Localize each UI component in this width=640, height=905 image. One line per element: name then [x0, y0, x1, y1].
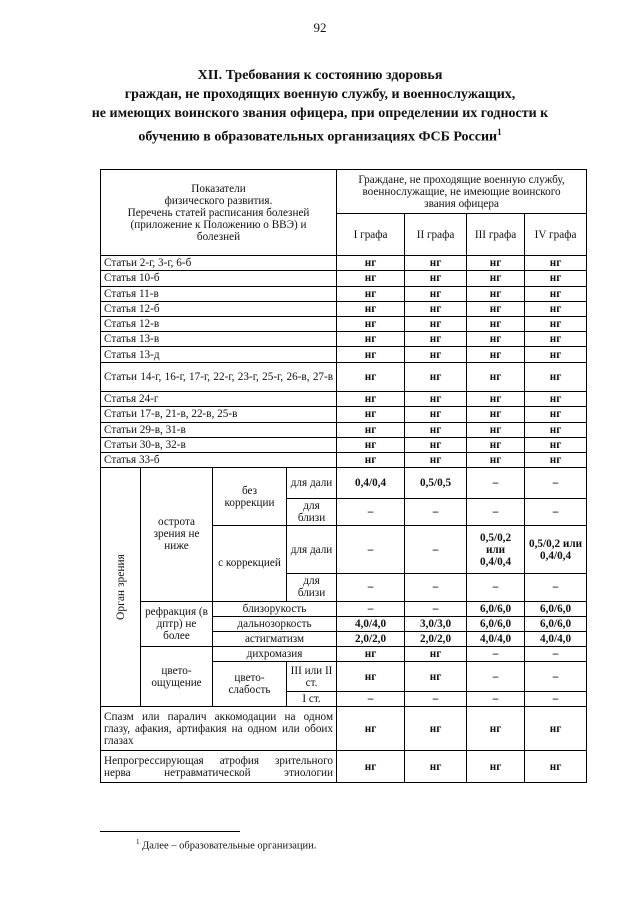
article-label: Статьи 2-г, 3-г, 6-б [101, 256, 337, 271]
value-cell: – [467, 574, 525, 601]
table-row [101, 332, 587, 347]
organ-label-cell [101, 468, 141, 707]
value-cell: нг [405, 332, 467, 347]
with-correction-label: с коррекцией [213, 525, 287, 601]
value-cell: нг [525, 286, 587, 301]
value-cell: нг [525, 362, 587, 391]
value-cell: нг [337, 256, 405, 271]
value-cell: нг [337, 707, 405, 751]
value-cell: нг [337, 647, 405, 662]
value-cell: нг [467, 392, 525, 407]
value-cell: – [337, 574, 405, 601]
value-cell: нг [337, 332, 405, 347]
value-cell: нг [405, 407, 467, 422]
value-cell: нг [525, 452, 587, 467]
table-row [101, 392, 587, 407]
refraction-type: близорукость [213, 601, 337, 616]
table-row [101, 317, 587, 332]
value-cell: – [467, 468, 525, 498]
organ-label: Орган зрения [114, 554, 127, 621]
value-cell: 6,0/6,0 [525, 601, 587, 616]
table-row [101, 707, 587, 751]
value-cell: – [467, 691, 525, 706]
value-cell: нг [405, 301, 467, 316]
near-label: для близи [287, 574, 337, 601]
value-cell: нг [337, 392, 405, 407]
article-label: Статья 24-г [101, 392, 337, 407]
far-label: для дали [287, 468, 337, 498]
value-cell: – [337, 525, 405, 573]
heading-line: XII. Требования к состоянию здоровья [197, 68, 443, 83]
value-cell: 0,4/0,4 [337, 468, 405, 498]
value-cell: нг [467, 271, 525, 286]
column-header: II графа [405, 214, 467, 256]
article-label: Статья 11-в [101, 286, 337, 301]
value-cell: нг [525, 437, 587, 452]
value-cell: нг [525, 317, 587, 332]
value-cell: – [405, 601, 467, 616]
article-label: Статьи 17-в, 21-в, 22-в, 25-в [101, 407, 337, 422]
value-cell: нг [337, 317, 405, 332]
value-cell: – [525, 691, 587, 706]
column-header: I графа [337, 214, 405, 256]
value-cell: нг [525, 332, 587, 347]
value-cell: – [405, 574, 467, 601]
value-cell: нг [525, 271, 587, 286]
value-cell: нг [467, 347, 525, 362]
value-cell: нг [467, 362, 525, 391]
article-label: Статья 10-б [101, 271, 337, 286]
color-perception-label: цвето-ощущение [141, 647, 213, 707]
table-row [101, 301, 587, 316]
value-cell: 6,0/6,0 [467, 616, 525, 631]
value-cell: нг [405, 317, 467, 332]
value-cell: 4,0/4,0 [525, 631, 587, 646]
value-cell: нг [467, 332, 525, 347]
color-weakness-label: цвето-слабость [213, 662, 287, 707]
table-row [101, 256, 587, 271]
value-cell: нг [337, 452, 405, 467]
value-cell: нг [405, 751, 467, 783]
value-cell: нг [525, 301, 587, 316]
header-group: Граждане, не проходящие военную службу, военнослужащие, не имеющие воинского звания офицера [337, 170, 587, 214]
value-cell: нг [405, 662, 467, 691]
value-cell: нг [337, 662, 405, 691]
table-row [101, 170, 587, 214]
value-cell: – [337, 498, 405, 525]
value-cell: 0,5/0,2 или 0,4/0,4 [467, 525, 525, 573]
value-cell: 4,0/4,0 [337, 616, 405, 631]
article-label: Статьи 29-в, 31-в [101, 422, 337, 437]
section-heading [80, 66, 560, 147]
dichromasia-label: дихромазия [213, 647, 337, 662]
refraction-type: дальнозоркость [213, 616, 337, 631]
value-cell: нг [405, 452, 467, 467]
value-cell: нг [525, 407, 587, 422]
value-cell: нг [337, 271, 405, 286]
value-cell: – [405, 691, 467, 706]
value-cell: нг [467, 422, 525, 437]
value-cell: 6,0/6,0 [467, 601, 525, 616]
table-row [101, 452, 587, 467]
value-cell: 0,5/0,2 или 0,4/0,4 [525, 525, 587, 573]
value-cell: нг [467, 707, 525, 751]
color-weakness-degree: I ст. [287, 691, 337, 706]
value-cell: – [405, 525, 467, 573]
value-cell: нг [467, 286, 525, 301]
footnote: $^1$ Далее – образовательные организации. [136, 838, 317, 852]
article-label: Статья 12-б [101, 301, 337, 316]
value-cell: нг [405, 707, 467, 751]
value-cell: 2,0/2,0 [337, 631, 405, 646]
table-row [101, 751, 587, 783]
value-cell: 6,0/6,0 [525, 616, 587, 631]
footnote-marker: 1 [497, 127, 502, 137]
value-cell: нг [525, 707, 587, 751]
value-cell: нг [405, 437, 467, 452]
value-cell: нг [337, 407, 405, 422]
value-cell: – [467, 647, 525, 662]
value-cell: нг [467, 751, 525, 783]
value-cell: – [337, 691, 405, 706]
heading-line: не имеющих воинского звания офицера, при определении их годности к [91, 106, 549, 121]
value-cell: – [525, 662, 587, 691]
article-label: Статья 33-б [101, 452, 337, 467]
value-cell: нг [525, 392, 587, 407]
value-cell: нг [525, 347, 587, 362]
value-cell: нг [337, 751, 405, 783]
value-cell: нг [405, 647, 467, 662]
value-cell: нг [405, 256, 467, 271]
condition-label: Непрогрессирующая атрофия зрительного нерва нетравматической этиологии [101, 751, 337, 783]
far-label: для дали [287, 525, 337, 573]
requirements-table [100, 169, 587, 783]
table-row [101, 286, 587, 301]
refraction-label: рефракция (в дптр) не более [141, 601, 213, 647]
article-label: Статьи 14-г, 16-г, 17-г, 22-г, 23-г, 25-г, 26-в, 27-в [101, 362, 337, 391]
value-cell: нг [337, 437, 405, 452]
table-row [101, 601, 587, 616]
article-label: Статья 13-д [101, 347, 337, 362]
column-header: III графа [467, 214, 525, 256]
value-cell: нг [405, 362, 467, 391]
value-cell: нг [337, 301, 405, 316]
table-row [101, 422, 587, 437]
value-cell: 4,0/4,0 [467, 631, 525, 646]
value-cell: нг [467, 317, 525, 332]
value-cell: 0,5/0,5 [405, 468, 467, 498]
value-cell: нг [405, 347, 467, 362]
value-cell: – [405, 498, 467, 525]
column-header: IV графа [525, 214, 587, 256]
value-cell: – [525, 574, 587, 601]
value-cell: нг [405, 286, 467, 301]
article-label: Статья 12-в [101, 317, 337, 332]
header-indicators: Показатели физического развития. Перечень статей расписания болезней (приложение к Положению о ВВЭ) и болезней [101, 170, 337, 256]
value-cell: – [525, 498, 587, 525]
value-cell: нг [405, 271, 467, 286]
table-row [101, 362, 587, 391]
article-label: Статья 13-в [101, 332, 337, 347]
table-row [101, 468, 587, 498]
value-cell: нг [525, 256, 587, 271]
value-cell: нг [337, 347, 405, 362]
footnote-rule [100, 831, 240, 832]
value-cell: нг [467, 407, 525, 422]
value-cell: нг [337, 362, 405, 391]
refraction-type: астигматизм [213, 631, 337, 646]
value-cell: нг [467, 256, 525, 271]
heading-line: граждан, не проходящих военную службу, и военнослужащих, [124, 87, 516, 102]
table-row [101, 647, 587, 662]
near-label: для близи [287, 498, 337, 525]
value-cell: – [467, 662, 525, 691]
value-cell: нг [467, 301, 525, 316]
acuity-label: острота зрения не ниже [141, 468, 213, 601]
value-cell: нг [525, 751, 587, 783]
value-cell: нг [525, 422, 587, 437]
without-correction-label: без коррекции [213, 468, 287, 526]
value-cell: – [337, 601, 405, 616]
condition-label: Спазм или паралич аккомодации на одном глазу, афакия, артифакия на одном или обоих глазах [101, 707, 337, 751]
value-cell: нг [405, 422, 467, 437]
value-cell: 2,0/2,0 [405, 631, 467, 646]
table-row [101, 271, 587, 286]
value-cell: нг [467, 437, 525, 452]
value-cell: – [525, 468, 587, 498]
value-cell: нг [405, 392, 467, 407]
table-row [101, 407, 587, 422]
color-weakness-degree: III или II ст. [287, 662, 337, 691]
heading-line: обучению в образовательных организациях ФСБ России$^1$ [138, 127, 502, 145]
page-number: 92 [313, 20, 327, 35]
article-label: Статьи 30-в, 32-в [101, 437, 337, 452]
value-cell: нг [337, 422, 405, 437]
value-cell: 3,0/3,0 [405, 616, 467, 631]
table-row [101, 437, 587, 452]
value-cell: нг [467, 452, 525, 467]
value-cell: – [525, 647, 587, 662]
value-cell: нг [337, 286, 405, 301]
table-row [101, 347, 587, 362]
value-cell: – [467, 498, 525, 525]
